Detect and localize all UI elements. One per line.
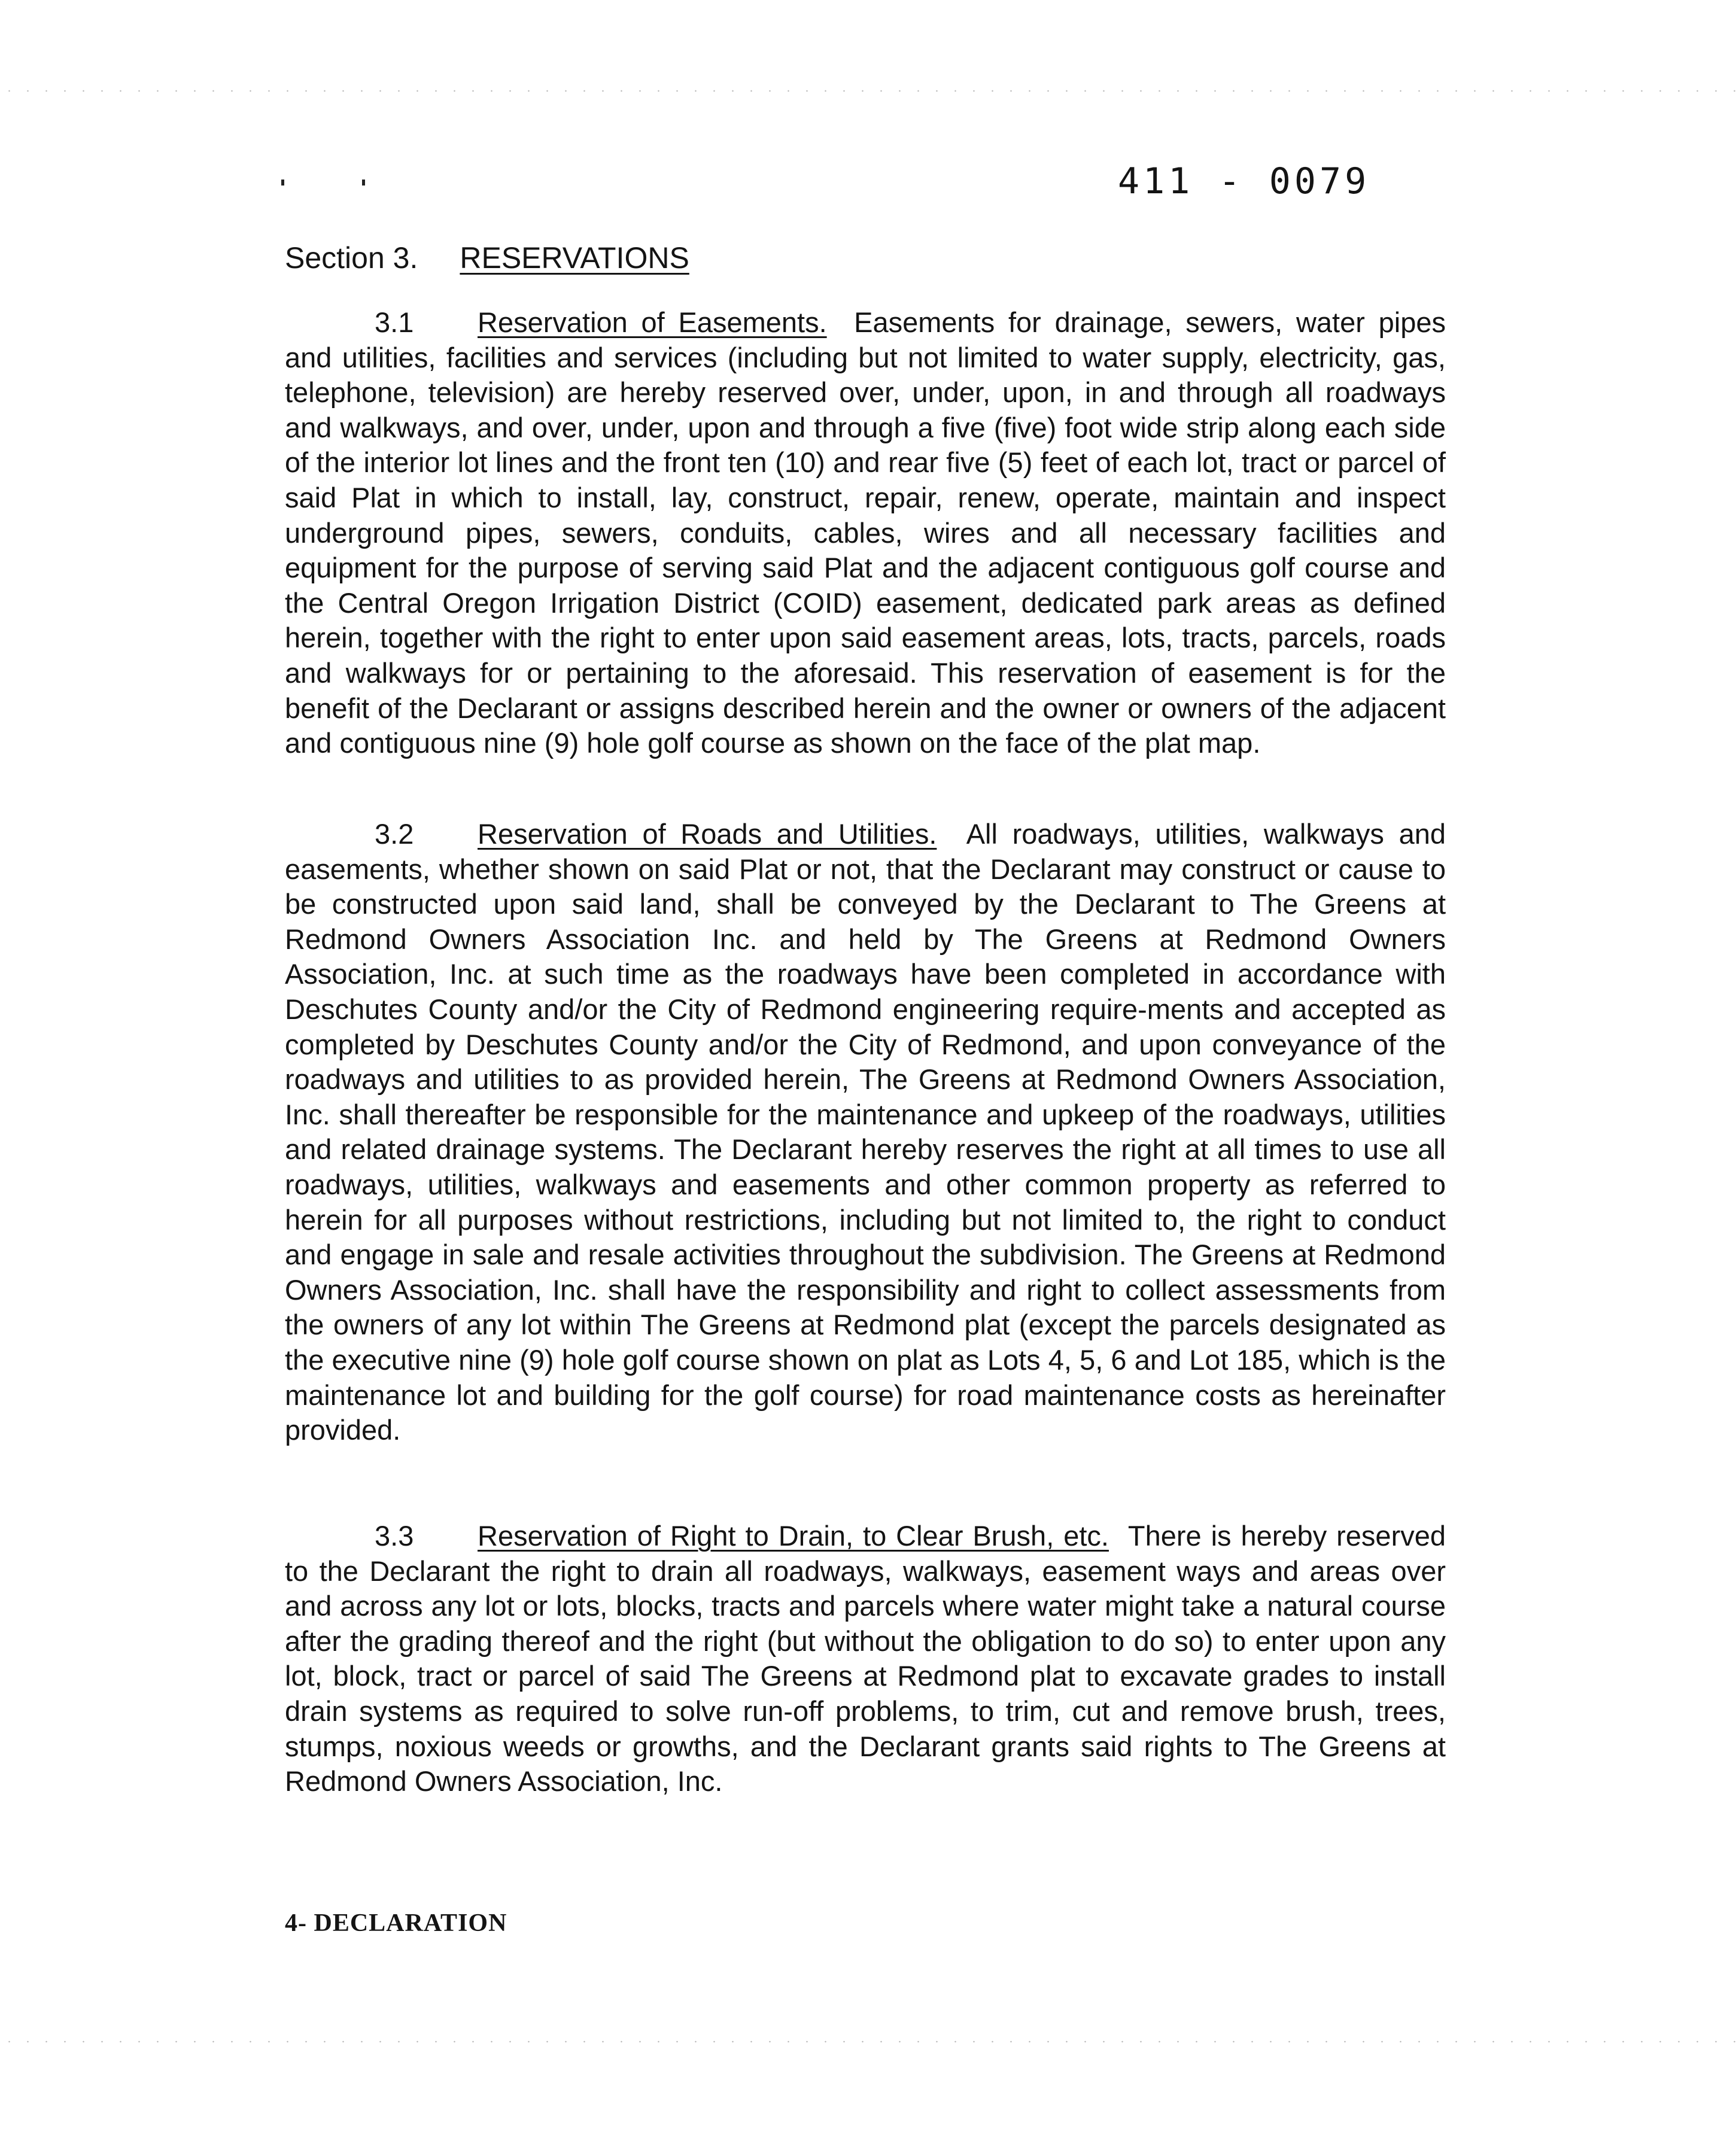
scan-noise-top — [0, 90, 1736, 92]
paragraph-3-3 — [285, 1519, 1446, 1799]
paragraph-number: 3.2 — [375, 818, 414, 850]
paragraph-body: There is hereby reserved to the Declarant the right to drain all roadways, walkways, easement ways and areas over and across any lot or lots, blocks, tracts and parcels where water might take a natural course after the grading thereof and the right (but without the obligation to do so) to enter upon any lot, block, tract or parcel of said The Greens at Redmond plat to excavate grades to install drain systems as required to solve run-off problems, to trim, cut and remove brush, trees, stumps, noxious weeds or growths, and the Declarant grants said rights to The Greens at Redmond Owners Association, Inc. — [285, 1520, 1446, 1798]
paragraph-title: Reservation of Easements. — [478, 306, 827, 338]
paragraph-title: Reservation of Roads and Utilities. — [478, 818, 937, 850]
paragraph-number: 3.1 — [375, 306, 414, 338]
section-heading — [285, 241, 689, 275]
section-title: RESERVATIONS — [460, 241, 689, 275]
scan-mark-right — [362, 180, 365, 185]
paragraph-3-1 — [285, 305, 1446, 761]
paragraph-body: Easements for drainage, sewers, water pipes and utilities, facilities and services (including but not limited to water supply, electricity, gas, telephone, television) are hereby reserved over, under, upon, in and through all roadways and walkways, and over, under, upon and through a five (five) foot wide strip along each side of the interior lot lines and the front ten (10) and rear five (5) feet of each lot, tract or parcel of said Plat in which to install, lay, construct, repair, renew, operate, maintain and inspect underground pipes, sewers, conduits, cables, wires and all necessary facilities and equipment for the purpose of serving said Plat and the adjacent contiguous golf course and the Central Oregon Irrigation District (COID) easement, dedicated park areas as defined herein, together with the right to enter upon said easement areas, lots, tracts, parcels, roads and walkways for or pertaining to the aforesaid. This reservation of easement is for the benefit of the Declarant or assigns described herein and the owner or owners of the adjacent and contiguous nine (9) hole golf course as shown on the face of the plat map. — [285, 306, 1446, 759]
section-label: Section 3. — [285, 241, 418, 275]
paragraph-title: Reservation of Right to Drain, to Clear Brush, etc. — [478, 1520, 1109, 1552]
paragraph-3-2 — [285, 817, 1446, 1448]
scan-noise-bottom — [0, 2040, 1736, 2043]
page-footer: 4- DECLARATION — [285, 1909, 507, 1937]
scan-mark-left — [281, 180, 284, 185]
paragraph-number: 3.3 — [375, 1520, 414, 1552]
paragraph-body: All roadways, utilities, walkways and easements, whether shown on said Plat or not, that the Declarant may construct or cause to be constructed upon said land, shall be conveyed by the Declarant to The Greens at Redmond Owners Association Inc. and held by The Greens at Redmond Owners Association, Inc. at such time as the roadways have been completed in accordance with Deschutes County and/or the City of Redmond engineering require-ments and accepted as completed by Deschutes County and/or the City of Redmond, and upon conveyance of the roadways and utilities to as provided herein, The Greens at Redmond Owners Association, Inc. shall thereafter be responsible for the maintenance and upkeep of the roadways, utilities and related drainage systems. The Declarant hereby reserves the right at all times to use all roadways, utilities, walkways and easements and other common property as referred to herein for all purposes without restrictions, including but not limited to, the right to conduct and engage in sale and resale activities throughout the subdivision. The Greens at Redmond Owners Association, Inc. shall have the responsibility and right to collect assessments from the owners of any lot within The Greens at Redmond plat (except the parcels designated as the executive nine (9) hole golf course shown on plat as Lots 4, 5, 6 and Lot 185, which is the maintenance lot and building for the golf course) for road maintenance costs as hereinafter provided. — [285, 818, 1446, 1446]
document-number: 411 - 0079 — [1118, 160, 1370, 202]
